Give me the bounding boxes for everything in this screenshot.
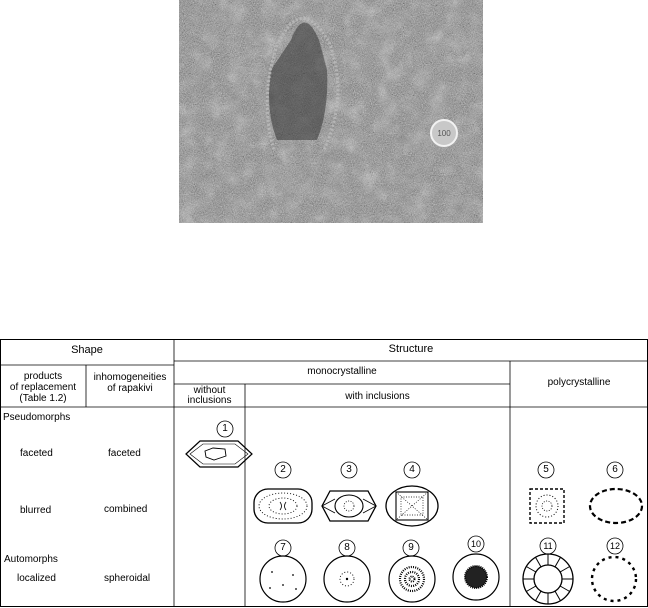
row-localized: localized xyxy=(17,573,56,584)
number-5: 5 xyxy=(543,464,549,475)
ovoid-5 xyxy=(530,489,564,523)
coin xyxy=(431,120,457,146)
header-structure: Structure xyxy=(388,343,434,355)
header-polycrystalline: polycrystalline xyxy=(547,377,611,388)
row-combined: combined xyxy=(104,504,148,515)
header-inhomogeneities: inhomogeneities of rapakivi xyxy=(93,372,167,394)
header-with-inclusions: with inclusions xyxy=(345,391,410,402)
ovoid-12 xyxy=(592,557,636,601)
number-10: 10 xyxy=(470,539,481,549)
row-blurred: blurred xyxy=(20,505,52,516)
number-1: 1 xyxy=(222,423,228,434)
ovoid-1-hexagon xyxy=(186,441,252,467)
ovoid-6 xyxy=(590,489,642,523)
ovoid-7 xyxy=(260,556,306,602)
granite-photograph xyxy=(179,0,483,223)
row-pseudomorphs: Pseudomorphs xyxy=(3,412,71,423)
number-8: 8 xyxy=(344,542,350,553)
number-12: 12 xyxy=(609,541,620,551)
header-products-of-replacement: products of replacement (Table 1.2) xyxy=(9,371,77,404)
number-11: 11 xyxy=(543,541,553,551)
row-spheroidal: spheroidal xyxy=(104,573,151,584)
row-automorphs: Automorphs xyxy=(4,554,58,565)
row-faceted-products: faceted xyxy=(20,448,53,459)
ovoid-9 xyxy=(389,556,435,602)
number-9: 9 xyxy=(408,542,414,553)
ovoid-11 xyxy=(523,554,573,604)
header-monocrystalline: monocrystalline xyxy=(307,366,377,377)
number-4: 4 xyxy=(409,464,415,475)
header-without-inclusions: without inclusions xyxy=(187,385,232,406)
number-7: 7 xyxy=(280,542,286,553)
ovoid-2 xyxy=(254,489,312,523)
number-2: 2 xyxy=(280,464,286,475)
number-6: 6 xyxy=(612,464,618,475)
row-faceted-inhomogeneity: faceted xyxy=(108,448,141,459)
coin-text: 100 xyxy=(437,129,451,138)
ovoid-3 xyxy=(322,491,376,521)
ovoid-4 xyxy=(386,486,438,526)
number-3: 3 xyxy=(346,464,352,475)
header-shape: Shape xyxy=(71,344,103,356)
ovoid-8 xyxy=(324,556,370,602)
ovoid-10 xyxy=(453,554,499,600)
